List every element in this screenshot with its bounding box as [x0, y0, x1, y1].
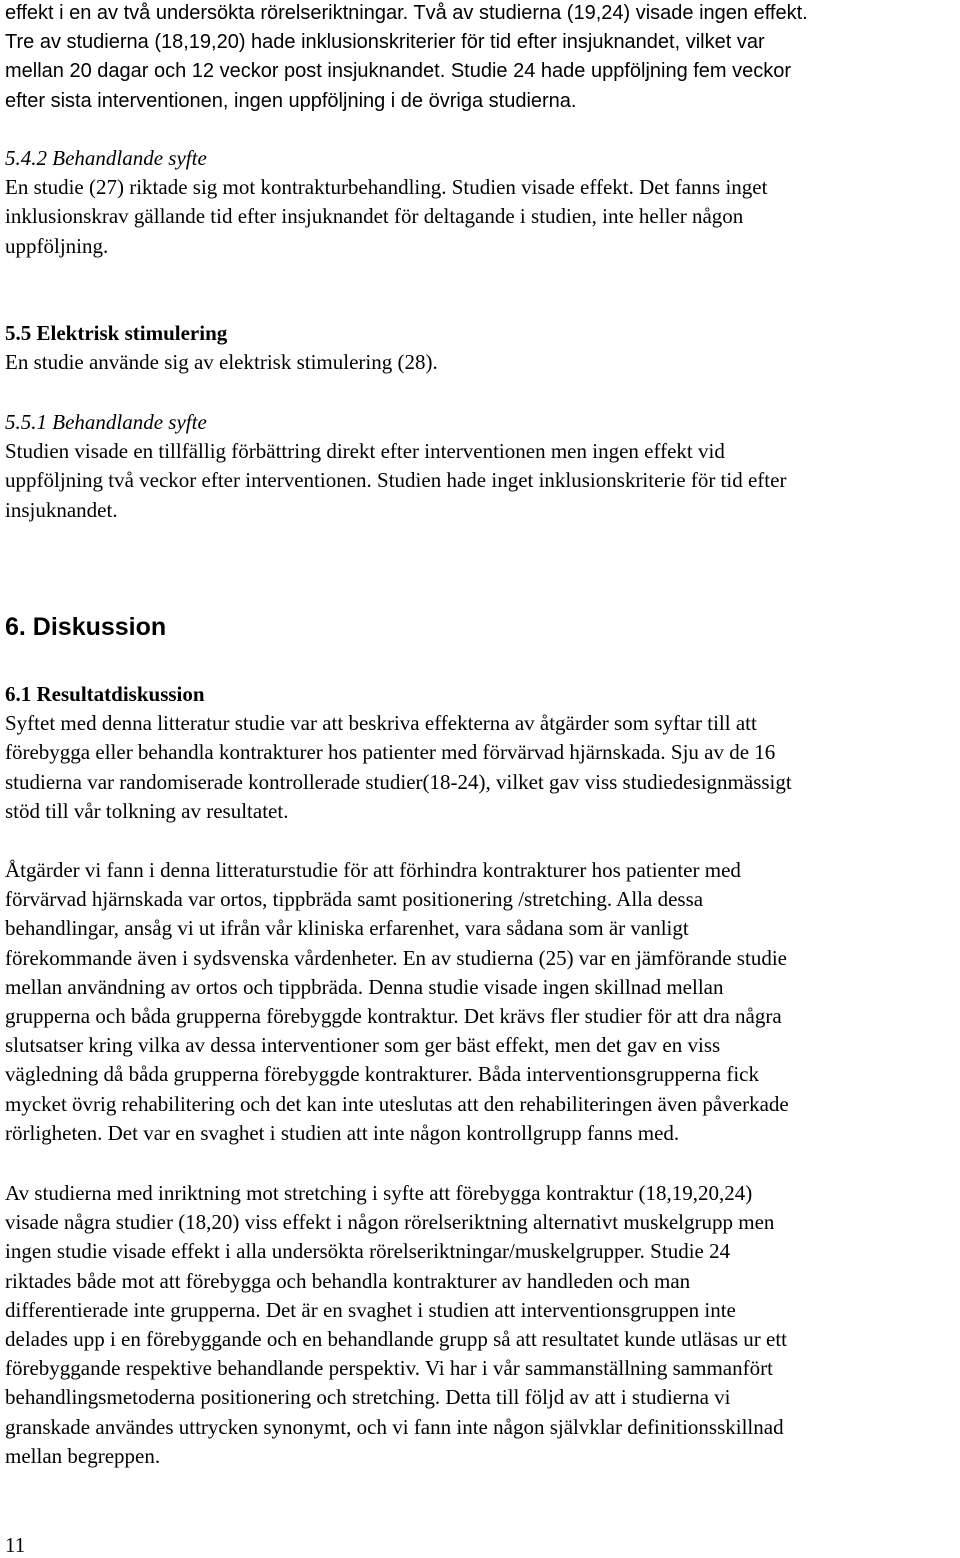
text-line: mellan användning av ortos och tippbräda. Denna studie visade ingen skillnad mellan [5, 974, 724, 999]
text-line: ingen studie visade effekt i alla undersökta rörelseriktningar/muskelgrupper. Studie 24 [5, 1239, 731, 1264]
section-5-5-1 [5, 408, 960, 525]
text-line: differentierade inte grupperna. Det är en svaghet i studien att interventionsgruppen inte [5, 1297, 736, 1322]
text-line: mellan begreppen. [5, 1443, 161, 1468]
top-paragraph [5, 0, 960, 116]
text-line: Studien visade en tillfällig förbättring direkt efter interventionen men ingen effekt vid [5, 439, 725, 464]
text-line: insjuknandet. [5, 497, 118, 522]
text-line: slutsatser kring vilka av dessa interventioner som ger bäst effekt, men det gav en viss [5, 1033, 721, 1058]
text-line: mycket övrig rehabilitering och det kan inte uteslutas att den rehabiliteringen även påverkade [5, 1091, 789, 1116]
text-line: effekt i en av två undersökta rörelseriktningar. Två av studierna (19,24) visade ingen effekt. [5, 2, 808, 24]
text-line: En studie (27) riktade sig mot kontrakturbehandling. Studien visade effekt. Det fanns inget [5, 175, 768, 200]
paragraph [5, 856, 960, 1148]
paragraph [5, 1179, 960, 1471]
text-line: förekommande även i sydsvenska vårdenheter. En av studierna (25) var en jämförande studie [5, 945, 787, 970]
text-line: En studie använde sig av elektrisk stimulering (28). [5, 350, 438, 375]
text-line: riktades både mot att förebygga och behandla kontrakturer av handleden och man [5, 1268, 691, 1293]
text-line: inklusionskrav gällande tid efter insjuknandet för deltagande i studien, inte heller någon [5, 204, 744, 229]
section-6-1 [5, 680, 960, 826]
section-heading: 6.1 Resultatdiskussion [5, 682, 205, 706]
text-line: studierna var randomiserade kontrollerade studier(18-24), vilket gav viss studiedesignmässigt [5, 769, 792, 794]
section-heading: 5.5.1 Behandlande syfte [5, 410, 207, 434]
section-5-5 [5, 319, 960, 377]
text-line: uppföljning. [5, 233, 109, 258]
text-line: vägledning då båda grupperna förebyggde kontrakturer. Båda interventionsgrupperna fick [5, 1062, 759, 1087]
page-number: 11 [5, 1533, 26, 1557]
text-line: efter sista interventionen, ingen uppföljning i de övriga studierna. [5, 89, 577, 112]
text-line: uppföljning två veckor efter interventionen. Studien hade inget inklusionskriterie för tid efter [5, 468, 787, 493]
section-heading: 5.4.2 Behandlande syfte [5, 146, 207, 170]
text-line: Syftet med denna litteratur studie var att beskriva effekterna av åtgärder som syftar till att [5, 711, 757, 736]
text-line: förebyggande respektive behandlande perspektiv. Vi har i vår sammanställning sammanfört [5, 1356, 773, 1381]
text-line: grupperna och båda grupperna förebyggde kontraktur. Det krävs fler studier för att dra några [5, 1003, 782, 1028]
text-line: behandlingar, ansåg vi ut ifrån vår kliniska erfarenhet, vara sådana som är vanligt [5, 916, 689, 941]
text-line: mellan 20 dagar och 12 veckor post insjuknandet. Studie 24 hade uppföljning fem veckor [5, 60, 792, 83]
text-line: delades upp i en förebyggande och en behandlande grupp så att resultatet kunde utläsas ur ett [5, 1326, 787, 1351]
section-5-4-2 [5, 144, 960, 261]
section-heading: 5.5 Elektrisk stimulering [5, 321, 228, 345]
text-line: visade några studier (18,20) viss effekt i någon rörelseriktning alternativt muskelgrupp men [5, 1210, 775, 1235]
text-line: Åtgärder vi fann i denna litteraturstudie för att förhindra kontrakturer hos patienter med [5, 858, 741, 882]
chapter-heading: 6. Diskussion [5, 613, 167, 641]
text-line: rörligheten. Det var en svaghet i studien att inte någon kontrollgrupp fanns med. [5, 1120, 680, 1145]
text-line: förebygga eller behandla kontrakturer hos patienter med förvärvad hjärnskada. Sju av de 16 [5, 740, 776, 765]
text-line: granskade användes uttrycken synonymt, och vi fann inte någon självklar definitionsskillnad [5, 1414, 784, 1439]
text-line: förvärvad hjärnskada var ortos, tippbräda samt positionering /stretching. Alla dessa [5, 887, 704, 912]
text-line: stöd till vår tolkning av resultatet. [5, 798, 289, 823]
text-line: Tre av studierna (18,19,20) hade inklusionskriterier för tid efter insjuknandet, vilket var [5, 31, 765, 54]
text-line: behandlingsmetoderna positionering och stretching. Detta till följd av att i studierna vi [5, 1385, 731, 1410]
text-line: Av studierna med inriktning mot stretching i syfte att förebygga kontraktur (18,19,20,24) [5, 1181, 753, 1205]
